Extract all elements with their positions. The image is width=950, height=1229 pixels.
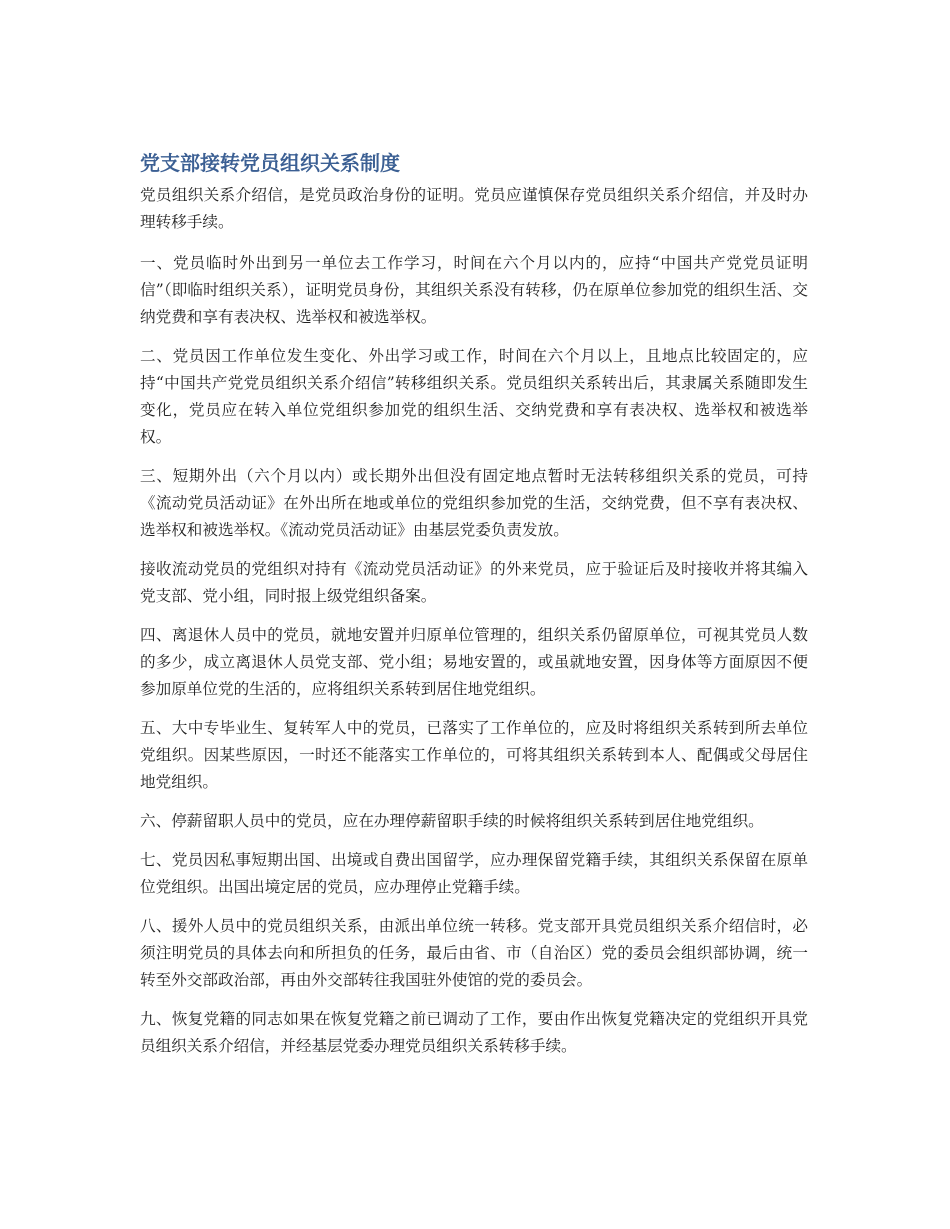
- paragraph-rule-6: 六、停薪留职人员中的党员，应在办理停薪留职手续的时候将组织关系转到居住地党组织。: [140, 812, 764, 830]
- paragraph-rule-7: 七、党员因私事短期出国、出境或自费出国留学，应办理保留党籍手续，其组织关系保留在原单位党组织。出国出境定居的党员，应办理停止党籍手续。: [140, 851, 808, 896]
- paragraph-rule-5: 五、大中专毕业生、复转军人中的党员，已落实了工作单位的，应及时将组织关系转到所去单位党组织。因某些原因，一时还不能落实工作单位的，可将其组织关系转到本人、配偶或父母居住地党组织。: [140, 719, 808, 791]
- document-title: 党支部接转党员组织关系制度: [140, 151, 400, 175]
- paragraph-rule-1: 一、党员临时外出到另一单位去工作学习，时间在六个月以内的，应持“中国共产党党员证明信”（即临时组织关系），证明党员身份，其组织关系没有转移，仍在原单位参加党的组织生活、交纳党费和享有表决权、选举权和被选举权。: [140, 254, 808, 326]
- paragraph-rule-3: 三、短期外出（六个月以内）或长期外出但没有固定地点暂时无法转移组织关系的党员，可持《流动党员活动证》在外出所在地或单位的党组织参加党的生活，交纳党费，但不享有表决权、选举权和被选举权。《流动党员活动证》由基层党委负责发放。: [140, 467, 808, 539]
- paragraph-rule-3-supplement: 接收流动党员的党组织对持有《流动党员活动证》的外来党员，应于验证后及时接收并将其编入党支部、党小组，同时报上级党组织备案。: [140, 560, 808, 605]
- paragraph-rule-2: 二、党员因工作单位发生变化、外出学习或工作，时间在六个月以上，且地点比较固定的，应持“中国共产党党员组织关系介绍信”转移组织关系。党员组织关系转出后，其隶属关系随即发生变化，党员应在转入单位党组织参加党的组织生活、交纳党费和享有表决权、选举权和被选举权。: [140, 347, 808, 446]
- paragraph-rule-9: 九、恢复党籍的同志如果在恢复党籍之前已调动了工作，要由作出恢复党籍决定的党组织开具党员组织关系介绍信，并经基层党委办理党员组织关系转移手续。: [140, 1010, 808, 1055]
- intro-paragraph: 党员组织关系介绍信，是党员政治身份的证明。党员应谨慎保存党员组织关系介绍信，并及时办理转移手续。: [140, 186, 808, 231]
- paragraph-rule-8: 八、援外人员中的党员组织关系，由派出单位统一转移。党支部开具党员组织关系介绍信时，必须注明党员的具体去向和所担负的任务，最后由省、市（自治区）党的委员会组织部协调，统一转至外交部政治部，再由外交部转往我国驻外使馆的党的委员会。: [140, 917, 808, 989]
- paragraph-rule-4: 四、离退休人员中的党员，就地安置并归原单位管理的，组织关系仍留原单位，可视其党员人数的多少，成立离退休人员党支部、党小组；易地安置的，或虽就地安置，因身体等方面原因不便参加原单位党的生活的，应将组织关系转到居住地党组织。: [140, 626, 808, 698]
- document-page: [140, 148, 808, 1072]
